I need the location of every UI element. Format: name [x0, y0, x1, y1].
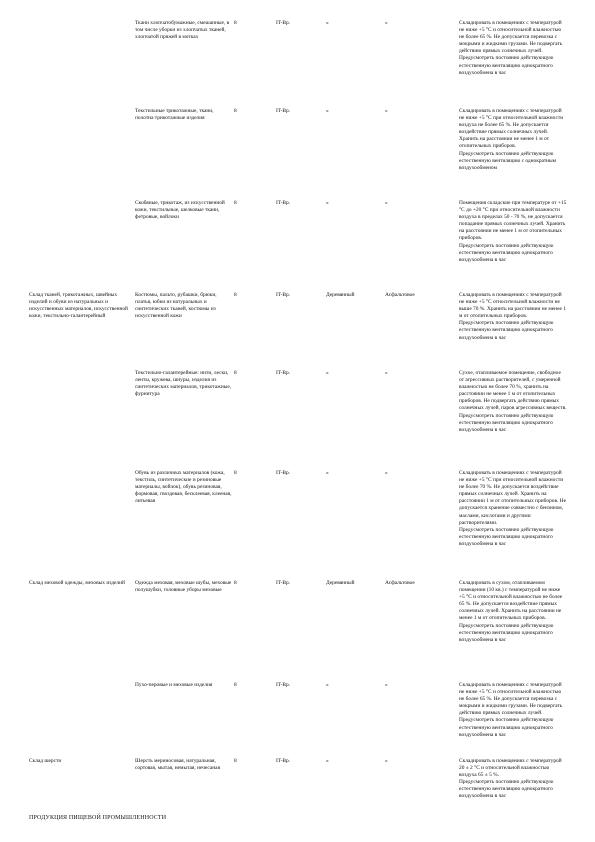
conditions-cell: Складировать в сухом, отапливаемом помещении (10 кв.) с температурой не ниже +5 °С и относительной влажностью не более 65 %. Не допускается воздействие прямых солнечных лучей. Хранить на расстоянии не менее 1 м от отопительных приборов. Предусмотреть постоянно действующую естественную вентиляцию однократного воздухообмена в час — [459, 580, 563, 643]
class-cell: 8 — [234, 108, 237, 114]
transport-cell: Асфальтовое — [385, 292, 415, 298]
transport-cell: » — [385, 682, 388, 688]
code-cell: IT-Вр. — [276, 292, 291, 298]
product-cell: Костюмы, пальто, рубашки, брюки, платья, юбки из натуральных и синтетических тканей, костюмы из искусственной кожи — [135, 292, 217, 320]
product-cell: Шерсть мериносовая, натуральная, сортовая, мытая, немытая, нечесаная — [135, 758, 221, 772]
product-cell: Ткани хлопчатобумажные, смешанные, в том числе уборки из хлопчатых тканей, хлопчатой пряжей в мотках — [135, 20, 230, 41]
product-cell: Текстильные трикотажные, ткани, полотна трикотажные изделия — [135, 108, 214, 122]
packaging-cell: » — [326, 200, 329, 206]
class-cell: 8 — [234, 292, 237, 298]
code-cell: IT-Вр. — [276, 370, 291, 376]
class-cell: 8 — [234, 758, 237, 764]
conditions-cell: Складировать в помещениях с температурой не ниже +5 °С и относительной влажностью не более 65 %. Не допускается перевозка с мокрыми и жидкими грузами. Не подвергать действию прямых солнечных лучей. Предусмотреть постоянно действующую естественную вентиляцию однократного воздухообмена в час — [459, 20, 563, 76]
code-cell: IT-Вр. — [276, 20, 291, 26]
class-cell: 8 — [234, 470, 237, 476]
class-cell: 8 — [234, 682, 237, 688]
transport-cell: » — [385, 758, 388, 764]
code-cell: IT-Вр. — [276, 470, 291, 476]
code-cell: IT-Вр. — [276, 580, 291, 586]
packaging-cell: Деревянный — [326, 580, 355, 586]
packaging-cell: » — [326, 758, 329, 764]
product-cell: Обувь из различных материалов (кожа, текстиль, синтетические и резиновые материалы, войлок), обувь резиновая, формовая, гвоздевая, бесклеевая, клееная, литьевая — [135, 470, 232, 505]
conditions-cell: Складировать в помещениях с температурой не ниже +5 °С и относительной влажностью не более 65 %. Не допускается перевозка с мокрыми и жидкими грузами. Не подвергать действию прямых солнечных лучей. Предусмотреть постоянно действующую естественную вентиляцию однократного воздухообмена в час — [459, 682, 563, 738]
class-cell: 8 — [234, 200, 237, 206]
transport-cell: » — [385, 470, 388, 476]
conditions-cell: Складировать в помещениях с температурой не ниже +5 °С при относительной влажности воздуха не более 65 %. Не допускается воздействие прямых солнечных лучей. Хранить на расстоянии не менее 1 м от отопительных приборов. Предусмотреть постоянно действующую естественную вентиляцию с однократным воздухообменом — [459, 108, 564, 171]
product-cell: Текстильно-галантерейные: нити, лески, ленты, кружева, шнуры, изделия из синтетических материалов, трикотажные, фурнитура — [135, 370, 232, 398]
conditions-cell: Складировать в помещениях с температурой 20 ± 2 °С и относительной влажностью воздуха 65 ± 5 %. Предусмотреть постоянно действующую естественную вентиляцию однократного воздухообмена в час — [459, 758, 562, 800]
code-cell: IT-Вр. — [276, 682, 291, 688]
section-cell: Склад шерсти — [29, 758, 62, 764]
packaging-cell: » — [326, 470, 329, 476]
packaging-cell: » — [326, 682, 329, 688]
section-footer-heading: ПРОДУКЦИЯ ПИЩЕВОЙ ПРОМЫШЛЕННОСТИ — [29, 815, 167, 821]
packaging-cell: » — [326, 108, 329, 114]
conditions-cell: Складировать в помещениях с температурой не ниже +5 °С относительной влажности не выше 70 %. Хранить на расстоянии не менее 1 м от отопительных приборов. Предусмотреть постоянно действующую естественную вентиляцию однократного воздухообмена в час — [459, 292, 566, 341]
code-cell: IT-Вр. — [276, 200, 291, 206]
class-cell: 8 — [234, 580, 237, 586]
transport-cell: » — [385, 20, 388, 26]
code-cell: IT-Вр. — [276, 108, 291, 114]
product-cell: Скобяные, трикотаж, из искусственной кожи, текстильные, шелковые ткани, фетровые, войлоки — [135, 200, 225, 221]
section-cell: Склад тканей, трикотажных, швейных изделий и обуви из натуральных и искусственных материалов, искусственной кожи, текстильно-галантерейный — [29, 292, 128, 320]
packaging-cell: » — [326, 370, 329, 376]
class-cell: 8 — [234, 20, 237, 26]
class-cell: 8 — [234, 370, 237, 376]
code-cell: IT-Вр. — [276, 758, 291, 764]
transport-cell: » — [385, 200, 388, 206]
conditions-cell: Помещения складские при температуре от +15 °С до +20 °С при относительной влажности воздуха в пределах 50 - 70 %, не допускается попадание прямых солнечных лучей. Хранить на расстоянии не менее 1 м от отопительных приборов. Предусмотреть постоянно действующую естественную вентиляцию однократного воздухообмена в час — [459, 200, 567, 263]
product-cell: Пухо-перовые и меховые изделия — [135, 682, 213, 688]
conditions-cell: Сухое, отапливаемое помещение, свободное от агрессивных растворителей, с умеренной влажностью не более 70 %, хранить на расстоянии не менее 1 м от отопительных приборов. Не подвергать действию прямых солнечных лучей, паров агрессивных веществ. Предусмотреть постоянно действующую естественную вентиляцию однократного воздухообмена в час — [459, 370, 567, 433]
section-cell: Склад меховой одежды, меховых изделий — [29, 580, 125, 586]
transport-cell: » — [385, 370, 388, 376]
packaging-cell: » — [326, 20, 329, 26]
transport-cell: » — [385, 108, 388, 114]
packaging-cell: Деревянный — [326, 292, 355, 298]
product-cell: Одежда меховая, меховые шубы, меховые полушубки, головные уборы меховые — [135, 580, 232, 594]
transport-cell: Асфальтовое — [385, 580, 415, 586]
conditions-cell: Складировать в помещениях с температурой не ниже +5 °С при относительной влажности не более 70 %. Не допускается воздействие прямых солнечных лучей. Хранить на расстоянии 1 м от отопительных приборов. Не допускается хранение совместно с бензином, маслами, кислотами и другими растворителями. Предусмотреть постоянно действующую естественную вентиляцию однократного воздухообмена в час — [459, 470, 567, 547]
